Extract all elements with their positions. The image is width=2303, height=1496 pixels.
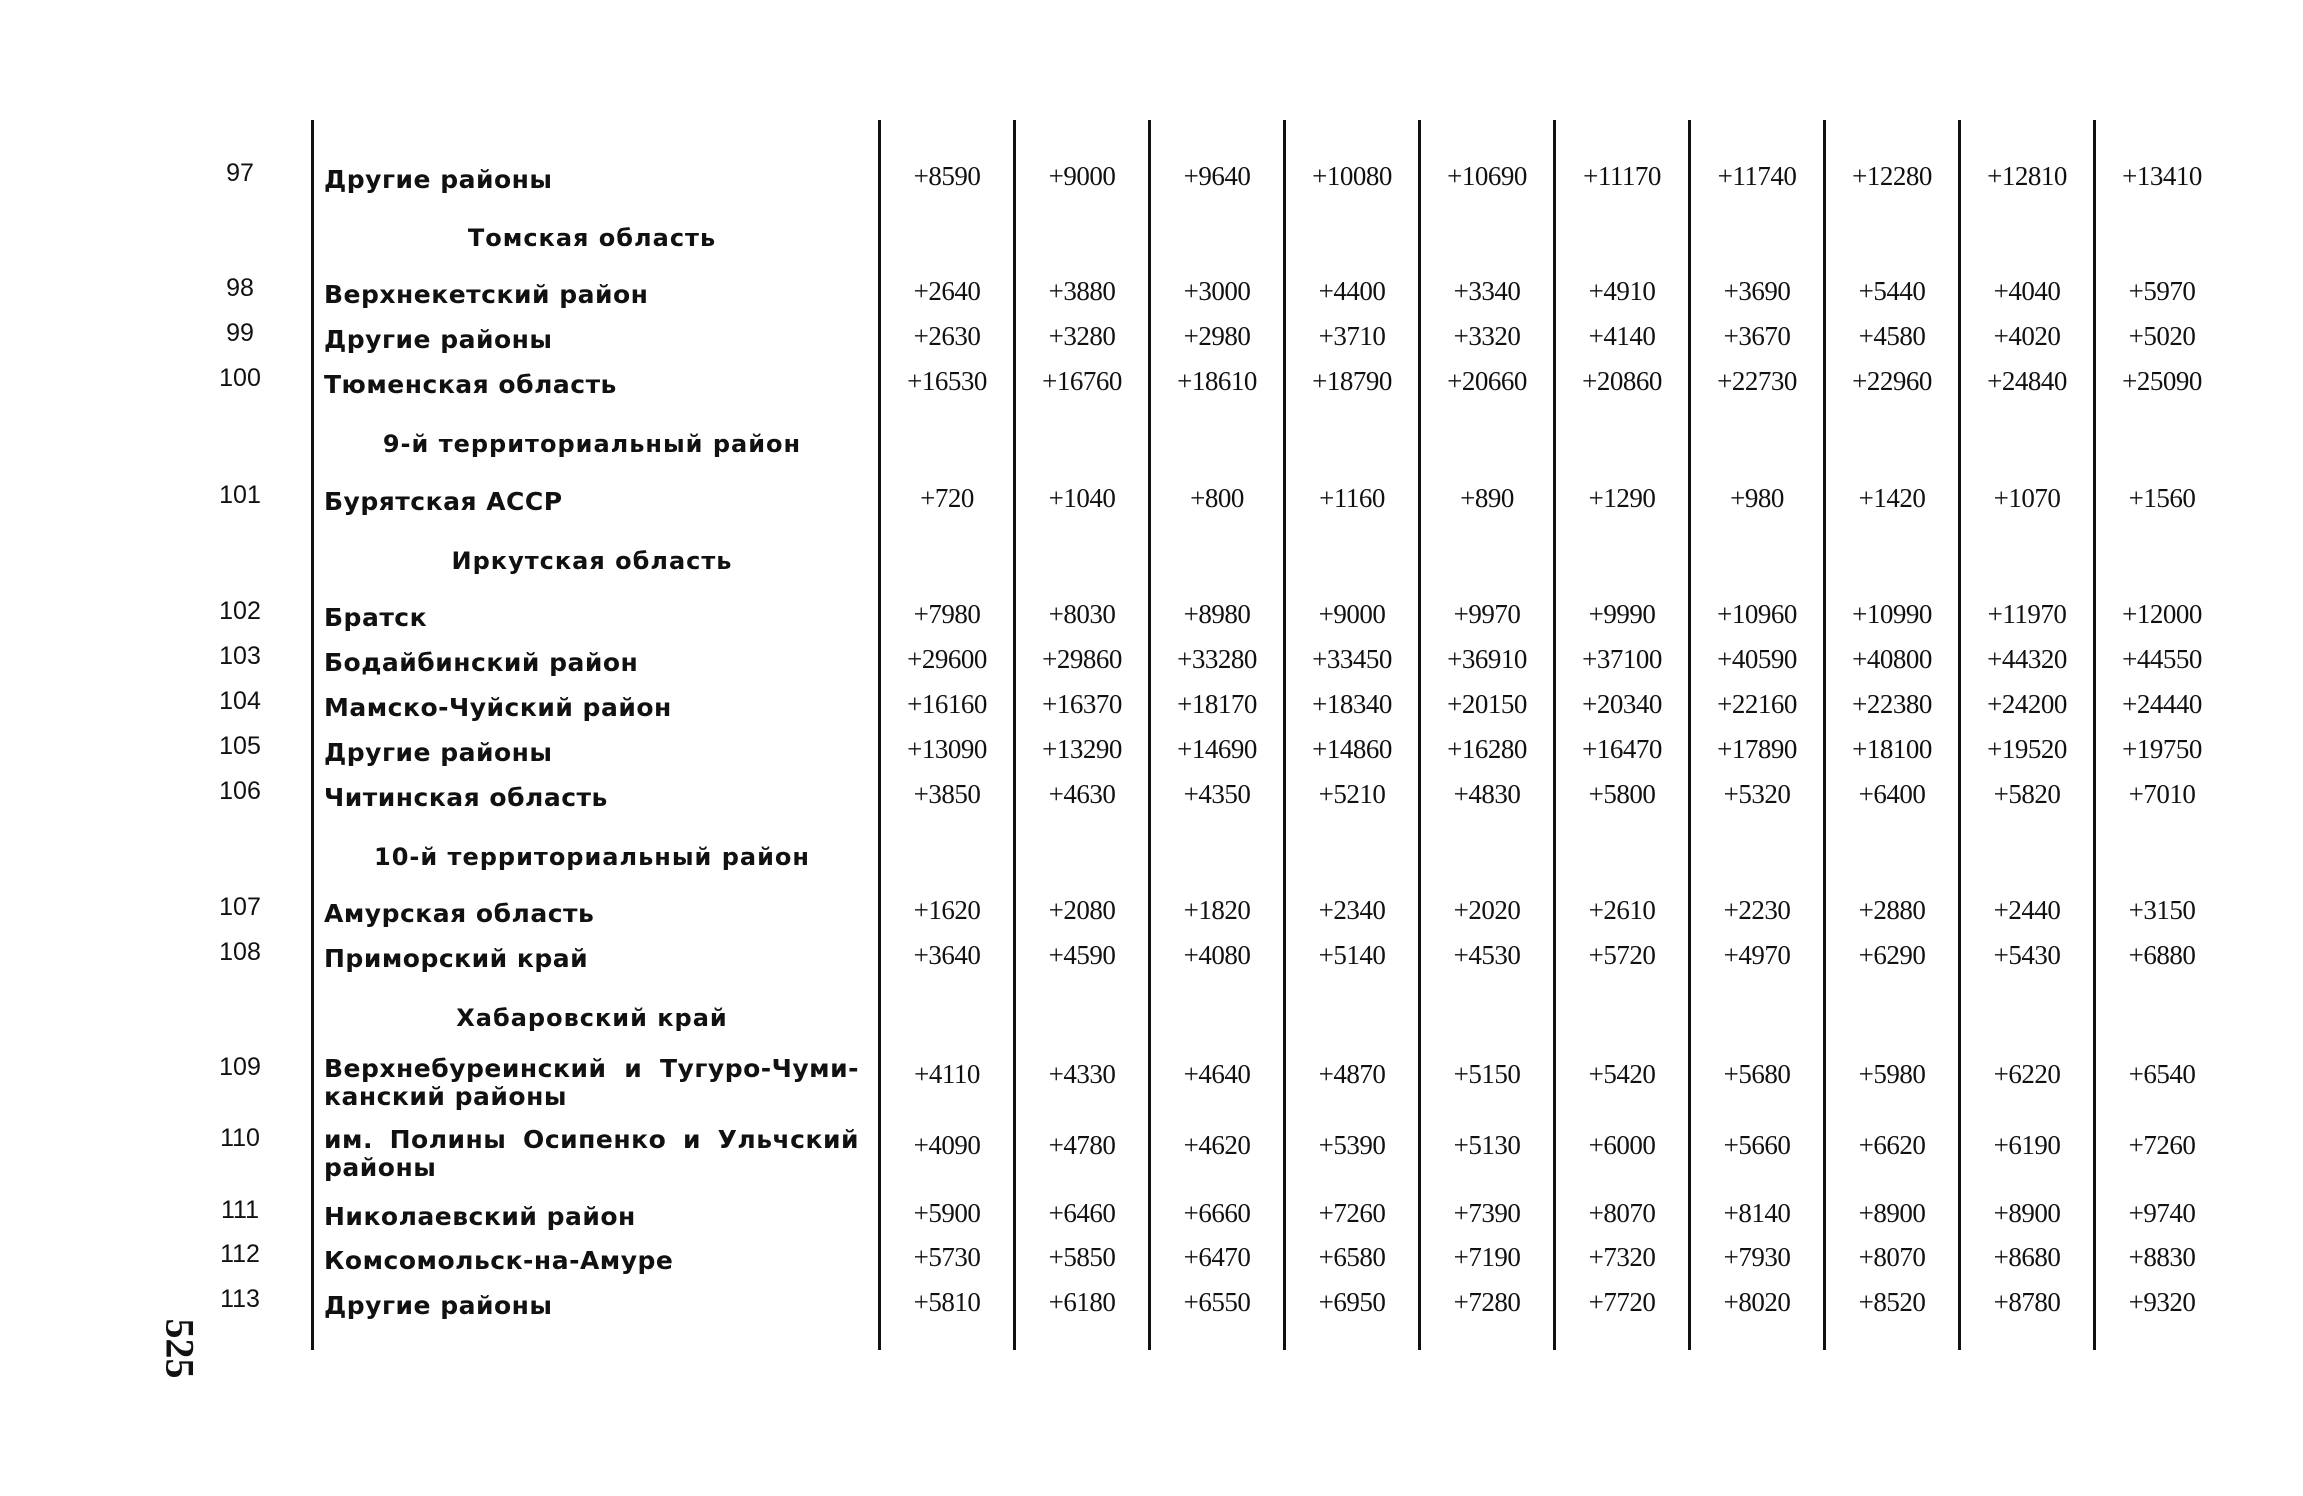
- value-cell: +4590: [1048, 940, 1116, 970]
- value-cell: +10690: [1447, 161, 1527, 191]
- value-cell: +3640: [913, 940, 981, 970]
- row-number: 105: [219, 732, 261, 760]
- value-cell: +4870: [1318, 1059, 1386, 1089]
- value-cell: +8020: [1723, 1287, 1791, 1317]
- region-name: Верхнебуреинский и Тугуро-Чуми-канский районы: [324, 1054, 859, 1111]
- table-row: [0, 1051, 2303, 1111]
- region-name: Верхнекетский район: [324, 280, 649, 309]
- value-cell: +6290: [1858, 940, 1926, 970]
- value-cell: +8680: [1993, 1242, 2061, 1272]
- table-row: [0, 317, 2303, 361]
- value-cell: +8980: [1183, 599, 1251, 629]
- value-cell: +2630: [913, 321, 981, 351]
- value-cell: +7390: [1453, 1198, 1521, 1228]
- table-row: [0, 891, 2303, 935]
- value-cell: +13090: [907, 734, 987, 764]
- value-cell: +890: [1460, 483, 1514, 513]
- value-cell: +8520: [1858, 1287, 1926, 1317]
- value-cell: +5730: [913, 1242, 981, 1272]
- section-heading: 10-й территориальный район: [374, 843, 810, 871]
- value-cell: +5900: [913, 1198, 981, 1228]
- value-cell: +6540: [2128, 1059, 2196, 1089]
- value-cell: +9990: [1588, 599, 1656, 629]
- value-cell: +5970: [2128, 276, 2196, 306]
- value-cell: +22730: [1717, 366, 1797, 396]
- value-cell: +37100: [1582, 644, 1662, 674]
- value-cell: +2640: [913, 276, 981, 306]
- value-cell: +6190: [1993, 1130, 2061, 1160]
- value-cell: +6880: [2128, 940, 2196, 970]
- row-number: 110: [220, 1124, 260, 1152]
- value-cell: +8780: [1993, 1287, 2061, 1317]
- value-cell: +20660: [1447, 366, 1527, 396]
- value-cell: +4910: [1588, 276, 1656, 306]
- row-number: 101: [219, 481, 261, 509]
- region-name: Амурская область: [324, 899, 595, 928]
- value-cell: +40590: [1717, 644, 1797, 674]
- value-cell: +4970: [1723, 940, 1791, 970]
- value-cell: +4630: [1048, 779, 1116, 809]
- value-cell: +3670: [1723, 321, 1791, 351]
- value-cell: +1290: [1588, 483, 1656, 513]
- value-cell: +3880: [1048, 276, 1116, 306]
- value-cell: +4090: [913, 1130, 981, 1160]
- value-cell: +5810: [913, 1287, 981, 1317]
- value-cell: +9970: [1453, 599, 1521, 629]
- value-cell: +22960: [1852, 366, 1932, 396]
- value-cell: +5150: [1453, 1059, 1521, 1089]
- value-cell: +4040: [1993, 276, 2061, 306]
- region-name: Читинская область: [324, 783, 608, 812]
- value-cell: +8590: [913, 161, 981, 191]
- value-cell: +13410: [2122, 161, 2202, 191]
- table-row: [0, 595, 2303, 639]
- region-name: Другие районы: [324, 165, 553, 194]
- value-cell: +8070: [1588, 1198, 1656, 1228]
- value-cell: +4400: [1318, 276, 1386, 306]
- value-cell: +9640: [1183, 161, 1251, 191]
- value-cell: +14860: [1312, 734, 1392, 764]
- value-cell: +4330: [1048, 1059, 1116, 1089]
- value-cell: +720: [920, 483, 974, 513]
- value-cell: +1620: [913, 895, 981, 925]
- value-cell: +44320: [1987, 644, 2067, 674]
- value-cell: +18170: [1177, 689, 1257, 719]
- value-cell: +7010: [2128, 779, 2196, 809]
- value-cell: +6550: [1183, 1287, 1251, 1317]
- region-name: Другие районы: [324, 1291, 553, 1320]
- value-cell: +6220: [1993, 1059, 2061, 1089]
- value-cell: +6950: [1318, 1287, 1386, 1317]
- value-cell: +4830: [1453, 779, 1521, 809]
- section-heading: 9-й территориальный район: [382, 430, 802, 458]
- value-cell: +6580: [1318, 1242, 1386, 1272]
- value-cell: +2980: [1183, 321, 1251, 351]
- value-cell: +5130: [1453, 1130, 1521, 1160]
- row-number: 108: [219, 938, 261, 966]
- table-row: [0, 272, 2303, 316]
- value-cell: +2880: [1858, 895, 1926, 925]
- value-cell: +11740: [1717, 161, 1797, 191]
- value-cell: +16370: [1042, 689, 1122, 719]
- value-cell: +3320: [1453, 321, 1521, 351]
- table-row: [0, 640, 2303, 684]
- value-cell: +5660: [1723, 1130, 1791, 1160]
- region-name: Бурятская АССР: [324, 487, 563, 516]
- value-cell: +20150: [1447, 689, 1527, 719]
- value-cell: +5820: [1993, 779, 2061, 809]
- row-number: 113: [220, 1285, 260, 1313]
- value-cell: +24840: [1987, 366, 2067, 396]
- value-cell: +9740: [2128, 1198, 2196, 1228]
- value-cell: +18340: [1312, 689, 1392, 719]
- value-cell: +1040: [1048, 483, 1116, 513]
- value-cell: +16280: [1447, 734, 1527, 764]
- section-heading: Иркутская область: [451, 547, 733, 575]
- value-cell: +16160: [907, 689, 987, 719]
- value-cell: +7930: [1723, 1242, 1791, 1272]
- value-cell: +6400: [1858, 779, 1926, 809]
- value-cell: +3850: [913, 779, 981, 809]
- region-name: Николаевский район: [324, 1202, 636, 1231]
- table-row: [0, 362, 2303, 406]
- table-row: [0, 1122, 2303, 1182]
- value-cell: +6000: [1588, 1130, 1656, 1160]
- section-heading: Томская область: [467, 224, 717, 252]
- row-number: 107: [219, 893, 261, 921]
- value-cell: +4020: [1993, 321, 2061, 351]
- value-cell: +10960: [1717, 599, 1797, 629]
- value-cell: +12280: [1852, 161, 1932, 191]
- value-cell: +2610: [1588, 895, 1656, 925]
- value-cell: +5390: [1318, 1130, 1386, 1160]
- value-cell: +11970: [1987, 599, 2067, 629]
- value-cell: +4780: [1048, 1130, 1116, 1160]
- value-cell: +5800: [1588, 779, 1656, 809]
- value-cell: +17890: [1717, 734, 1797, 764]
- value-cell: +44550: [2122, 644, 2202, 674]
- table-row: [0, 1194, 2303, 1238]
- value-cell: +12000: [2122, 599, 2202, 629]
- region-name: Братск: [324, 603, 428, 632]
- table-row: [0, 936, 2303, 980]
- value-cell: +3710: [1318, 321, 1386, 351]
- value-cell: +9000: [1048, 161, 1116, 191]
- value-cell: +2440: [1993, 895, 2061, 925]
- table-row: [0, 157, 2303, 201]
- value-cell: +5680: [1723, 1059, 1791, 1089]
- table-row: [0, 1283, 2303, 1327]
- value-cell: +3280: [1048, 321, 1116, 351]
- value-cell: +1820: [1183, 895, 1251, 925]
- value-cell: +19750: [2122, 734, 2202, 764]
- value-cell: +6470: [1183, 1242, 1251, 1272]
- value-cell: +4140: [1588, 321, 1656, 351]
- value-cell: +4580: [1858, 321, 1926, 351]
- value-cell: +6620: [1858, 1130, 1926, 1160]
- region-name: им. Полины Осипенко и Ульчский районы: [324, 1125, 859, 1182]
- value-cell: +5430: [1993, 940, 2061, 970]
- value-cell: +33280: [1177, 644, 1257, 674]
- section-heading: Хабаровский край: [456, 1004, 728, 1032]
- row-number: 109: [219, 1053, 261, 1081]
- value-cell: +5210: [1318, 779, 1386, 809]
- table-row: [0, 730, 2303, 774]
- row-number: 104: [219, 687, 261, 715]
- value-cell: +12810: [1987, 161, 2067, 191]
- value-cell: +2340: [1318, 895, 1386, 925]
- value-cell: +18100: [1852, 734, 1932, 764]
- value-cell: +5420: [1588, 1059, 1656, 1089]
- value-cell: +8030: [1048, 599, 1116, 629]
- value-cell: +9320: [2128, 1287, 2196, 1317]
- value-cell: +5320: [1723, 779, 1791, 809]
- value-cell: +1070: [1993, 483, 2061, 513]
- row-number: 111: [220, 1196, 259, 1224]
- row-number: 99: [226, 319, 254, 347]
- value-cell: +24200: [1987, 689, 2067, 719]
- value-cell: +9000: [1318, 599, 1386, 629]
- region-name: Другие районы: [324, 738, 553, 767]
- value-cell: +18790: [1312, 366, 1392, 396]
- value-cell: +33450: [1312, 644, 1392, 674]
- value-cell: +1560: [2128, 483, 2196, 513]
- value-cell: +800: [1190, 483, 1244, 513]
- value-cell: +5440: [1858, 276, 1926, 306]
- table-row: [0, 479, 2303, 523]
- value-cell: +22160: [1717, 689, 1797, 719]
- value-cell: +19520: [1987, 734, 2067, 764]
- region-name: Другие районы: [324, 325, 553, 354]
- value-cell: +16760: [1042, 366, 1122, 396]
- value-cell: +22380: [1852, 689, 1932, 719]
- table-row: [0, 775, 2303, 819]
- value-cell: +14690: [1177, 734, 1257, 764]
- value-cell: +6660: [1183, 1198, 1251, 1228]
- region-name: Комсомольск-на-Амуре: [324, 1246, 674, 1275]
- value-cell: +24440: [2122, 689, 2202, 719]
- table-row: [0, 1238, 2303, 1282]
- value-cell: +1160: [1319, 483, 1385, 513]
- value-cell: +8900: [1858, 1198, 1926, 1228]
- value-cell: +40800: [1852, 644, 1932, 674]
- region-name: Мамско-Чуйский район: [324, 693, 672, 722]
- value-cell: +18610: [1177, 366, 1257, 396]
- value-cell: +8830: [2128, 1242, 2196, 1272]
- value-cell: +7260: [1318, 1198, 1386, 1228]
- value-cell: +3000: [1183, 276, 1251, 306]
- row-number: 112: [220, 1240, 260, 1268]
- value-cell: +5020: [2128, 321, 2196, 351]
- value-cell: +10990: [1852, 599, 1932, 629]
- region-name: Бодайбинский район: [324, 648, 639, 677]
- page-number: 525: [157, 1318, 203, 1379]
- value-cell: +25090: [2122, 366, 2202, 396]
- row-number: 100: [219, 364, 261, 392]
- value-cell: +8140: [1723, 1198, 1791, 1228]
- value-cell: +2080: [1048, 895, 1116, 925]
- value-cell: +10080: [1312, 161, 1392, 191]
- value-cell: +20340: [1582, 689, 1662, 719]
- value-cell: +11170: [1583, 161, 1661, 191]
- value-cell: +3340: [1453, 276, 1521, 306]
- value-cell: +29860: [1042, 644, 1122, 674]
- row-number: 97: [226, 159, 254, 187]
- value-cell: +4640: [1183, 1059, 1251, 1089]
- value-cell: +20860: [1582, 366, 1662, 396]
- value-cell: +5850: [1048, 1242, 1116, 1272]
- value-cell: +7720: [1588, 1287, 1656, 1317]
- value-cell: +4620: [1183, 1130, 1251, 1160]
- value-cell: +7190: [1453, 1242, 1521, 1272]
- value-cell: +6460: [1048, 1198, 1116, 1228]
- value-cell: +29600: [907, 644, 987, 674]
- value-cell: +4350: [1183, 779, 1251, 809]
- row-number: 98: [226, 274, 254, 302]
- value-cell: +4110: [914, 1059, 980, 1089]
- value-cell: +980: [1730, 483, 1784, 513]
- row-number: 102: [219, 597, 261, 625]
- table-row: [0, 685, 2303, 729]
- value-cell: +16470: [1582, 734, 1662, 764]
- value-cell: +5140: [1318, 940, 1386, 970]
- value-cell: +2020: [1453, 895, 1521, 925]
- value-cell: +13290: [1042, 734, 1122, 764]
- value-cell: +5720: [1588, 940, 1656, 970]
- region-name: Тюменская область: [324, 370, 617, 399]
- row-number: 106: [219, 777, 261, 805]
- region-name: Приморский край: [324, 944, 589, 973]
- value-cell: +7280: [1453, 1287, 1521, 1317]
- value-cell: +4530: [1453, 940, 1521, 970]
- value-cell: +3150: [2128, 895, 2196, 925]
- value-cell: +36910: [1447, 644, 1527, 674]
- value-cell: +8070: [1858, 1242, 1926, 1272]
- value-cell: +2230: [1723, 895, 1791, 925]
- row-number: 103: [219, 642, 261, 670]
- value-cell: +7320: [1588, 1242, 1656, 1272]
- value-cell: +16530: [907, 366, 987, 396]
- value-cell: +5980: [1858, 1059, 1926, 1089]
- value-cell: +4080: [1183, 940, 1251, 970]
- value-cell: +7980: [913, 599, 981, 629]
- value-cell: +7260: [2128, 1130, 2196, 1160]
- value-cell: +1420: [1858, 483, 1926, 513]
- value-cell: +8900: [1993, 1198, 2061, 1228]
- value-cell: +3690: [1723, 276, 1791, 306]
- value-cell: +6180: [1048, 1287, 1116, 1317]
